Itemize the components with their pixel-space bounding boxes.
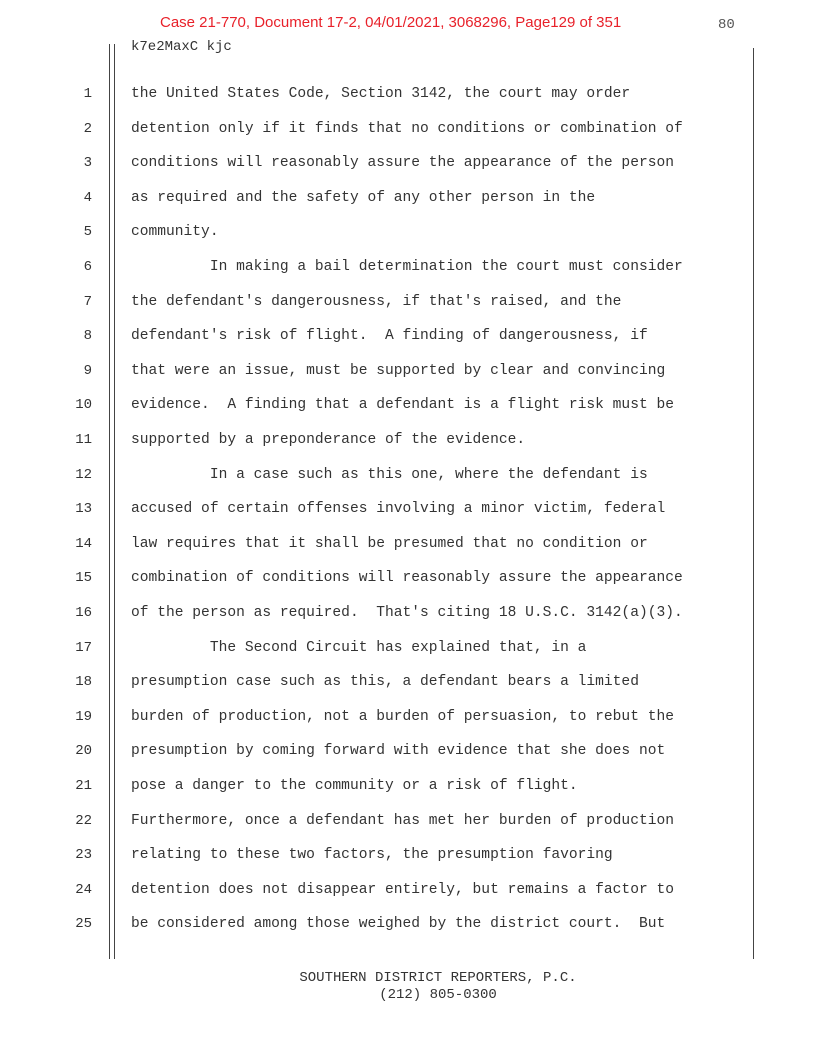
transcript-line: conditions will reasonably assure the appearance of the person [131,155,674,171]
transcript-line: as required and the safety of any other person in the [131,190,596,206]
footer-reporter: SOUTHERN DISTRICT REPORTERS, P.C. [299,970,577,986]
transcript-line: detention does not disappear entirely, but remains a factor to [131,882,674,898]
line-number: 20 [75,743,92,759]
transcript-line: of the person as required. That's citing 18 U.S.C. 3142(a)(3). [131,605,683,621]
transcript-line: pose a danger to the community or a risk of flight. [131,778,578,794]
line-number: 12 [75,467,92,483]
line-number: 7 [83,294,92,310]
case-header: Case 21-770, Document 17-2, 04/01/2021, 3068296, Page129 of 351 [160,14,622,31]
line-number: 14 [75,536,92,552]
transcript-line: In a case such as this one, where the defendant is [131,467,648,483]
transcript-line: relating to these two factors, the presumption favoring [131,847,613,863]
transcript-line: detention only if it finds that no conditions or combination of [131,121,683,137]
line-number: 18 [75,674,92,690]
line-number: 3 [83,155,92,171]
line-number: 23 [75,847,92,863]
line-number: 10 [75,397,92,413]
transcript-line: presumption by coming forward with evidence that she does not [131,743,666,759]
transcript-line: accused of certain offenses involving a minor victim, federal [131,501,666,517]
line-number: 22 [75,813,92,829]
line-number: 9 [83,363,92,379]
right-margin-rule [753,48,754,959]
line-number: 17 [75,640,92,656]
transcript-line: burden of production, not a burden of persuasion, to rebut the [131,709,674,725]
line-number: 1 [83,86,92,102]
transcript-line: Furthermore, once a defendant has met her burden of production [131,813,674,829]
line-number: 13 [75,501,92,517]
transcript-line: The Second Circuit has explained that, in a [131,640,587,656]
line-number: 6 [83,259,92,275]
line-number: 5 [83,224,92,240]
transcript-code: k7e2MaxC kjc [131,39,232,55]
left-margin-rule-inner [114,44,115,959]
transcript-line: supported by a preponderance of the evidence. [131,432,526,448]
line-number: 2 [83,121,92,137]
transcript-line: defendant's risk of flight. A finding of dangerousness, if [131,328,648,344]
transcript-line: presumption case such as this, a defendant bears a limited [131,674,639,690]
line-number: 24 [75,882,92,898]
transcript-line: law requires that it shall be presumed that no condition or [131,536,648,552]
line-number: 8 [83,328,92,344]
line-number: 11 [75,432,92,448]
page-number: 80 [718,17,735,33]
line-number: 21 [75,778,92,794]
line-number: 25 [75,916,92,932]
line-number: 4 [83,190,92,206]
transcript-line: In making a bail determination the court must consider [131,259,683,275]
transcript-line: the United States Code, Section 3142, the court may order [131,86,631,102]
line-number: 19 [75,709,92,725]
transcript-line: be considered among those weighed by the district court. But [131,916,666,932]
footer-phone: (212) 805-0300 [379,987,497,1003]
left-margin-rule-outer [109,44,110,959]
line-number: 15 [75,570,92,586]
transcript-line: evidence. A finding that a defendant is a flight risk must be [131,397,674,413]
transcript-line: that were an issue, must be supported by clear and convincing [131,363,666,379]
transcript-line: the defendant's dangerousness, if that's raised, and the [131,294,622,310]
transcript-line: community. [131,224,219,240]
transcript-line: combination of conditions will reasonably assure the appearance [131,570,683,586]
line-number: 16 [75,605,92,621]
